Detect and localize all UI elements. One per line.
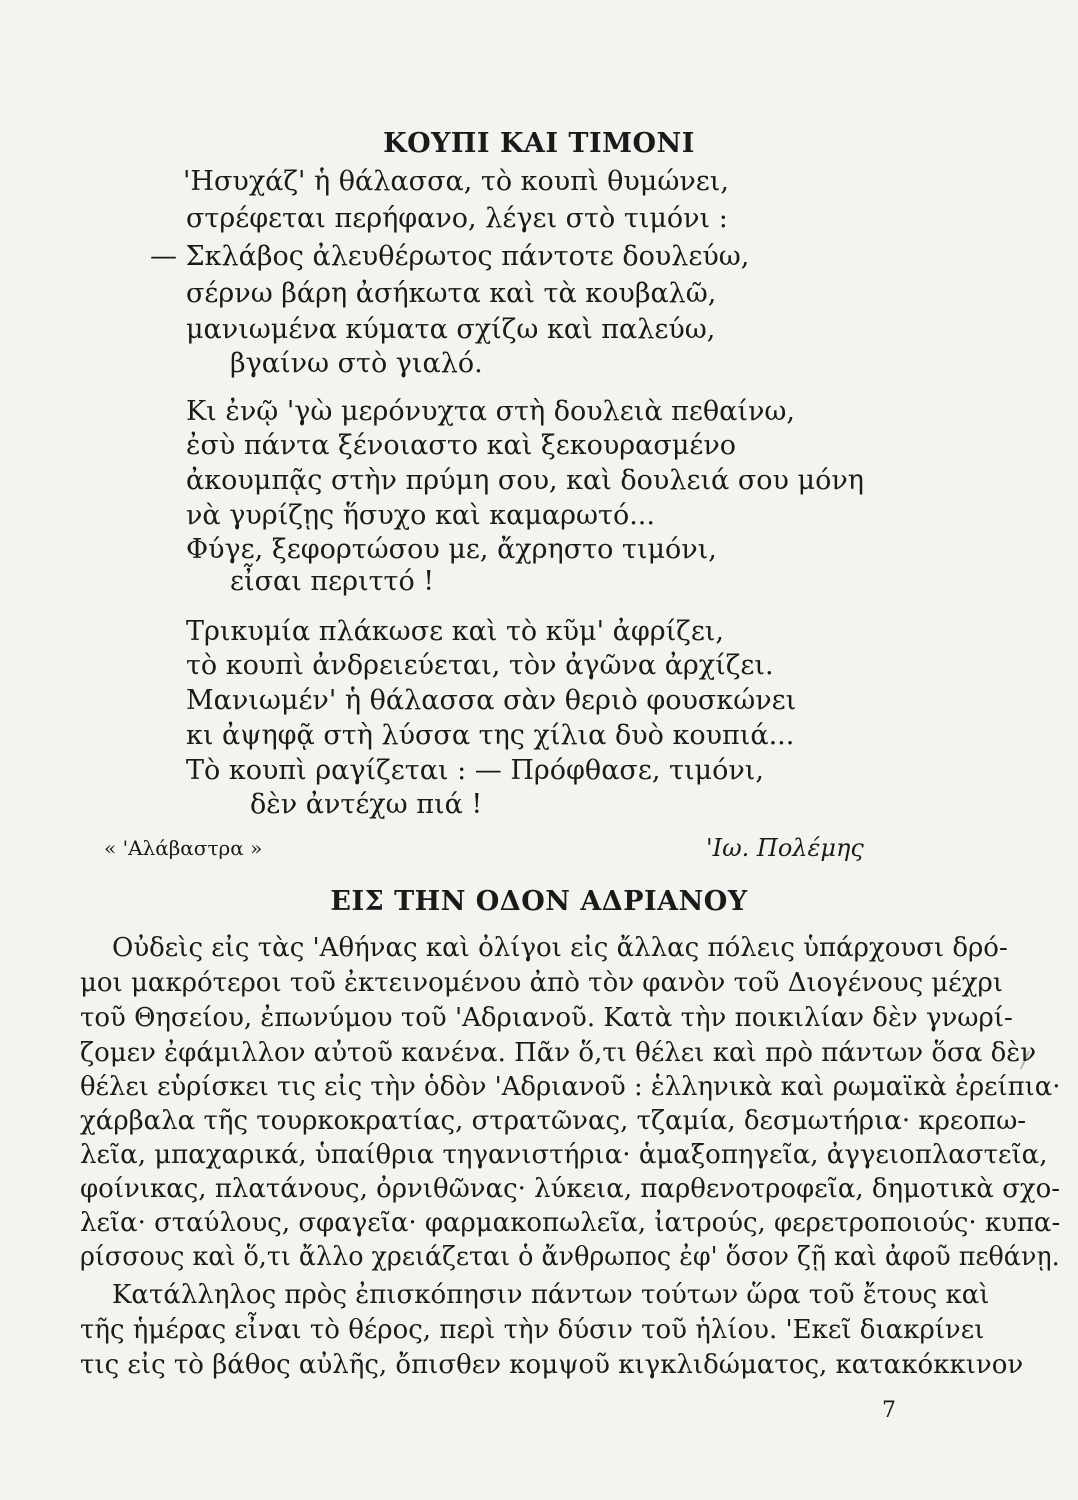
essay-line: τις εἰς τὸ βάθος αὐλῆς, ὄπισθεν κομψοῦ κιγκλιδώματος, κατακόκκινον (80, 1350, 1024, 1380)
poem-line: Μανιωμέν' ἡ θάλασσα σὰν θεριὸ φουσκώνει (186, 685, 797, 716)
essay-title: ΕΙΣ ΤΗΝ ΟΔΟΝ ΑΔΡΙΑΝΟΥ (330, 886, 748, 917)
essay-line: ζομεν ἐφάμιλλον αὐτοῦ κανένα. Πᾶν ὅ,τι θέλει καὶ πρὸ πάντων ὅσα δὲν (80, 1038, 1037, 1068)
essay-line: θέλει εὑρίσκει τις εἰς τὴν ὁδὸν 'Αδριανοῦ : ἑλληνικὰ καὶ ρωμαϊκὰ ἐρείπια· (80, 1072, 1061, 1102)
poem-line: τὸ κουπὶ ἀνδρειεύεται, τὸν ἀγῶνα ἀρχίζει. (186, 650, 774, 681)
essay-line: λεῖα· σταύλους, σφαγεῖα· φαρμακοπωλεῖα, ἰατρούς, φερετροποιούς· κυπα- (80, 1208, 1061, 1238)
poem-author: 'Ιω. Πολέμης (706, 834, 864, 862)
essay-line: λεῖα, μπαχαρικά, ὑπαίθρια τηγανιστήρια· ἁμαξοπηγεῖα, ἀγγειοπλαστεῖα, (80, 1140, 1048, 1170)
essay-line: τοῦ Θησείου, ἐπωνύμου τοῦ 'Αδριανοῦ. Κατὰ τὴν ποικιλίαν δὲν γνωρί- (80, 1003, 1013, 1033)
poem-line: νὰ γυρίζῃς ἥσυχο καὶ καμαρωτό... (186, 500, 655, 531)
poem-source: « 'Αλάβαστρα » (104, 836, 263, 860)
poem-line: στρέφεται περήφανο, λέγει στὸ τιμόνι : (186, 203, 728, 234)
poem-line: 'Ησυχάζ' ἡ θάλασσα, τὸ κουπὶ θυμώνει, (183, 166, 729, 197)
essay-line: χάρβαλα τῆς τουρκοκρατίας, στρατῶνας, τζαμία, δεσμωτήρια· κρεοπω- (80, 1106, 1027, 1136)
essay-line: τῆς ἡμέρας εἶναι τὸ θέρος, περὶ τὴν δύσιν τοῦ ἡλίου. 'Εκεῖ διακρίνει (80, 1315, 985, 1345)
poem-line: δὲν ἀντέχω πιά ! (250, 789, 483, 820)
poem-line: Κι ἐνῷ 'γὼ μερόνυχτα στὴ δουλειὰ πεθαίνω, (186, 396, 795, 427)
poem-line: ἐσὺ πάντα ξένοιαστο καὶ ξεκουρασμένο (186, 430, 737, 461)
poem-line: βγαίνω στὸ γιαλό. (230, 348, 483, 379)
poem-line: — Σκλάβος ἀλευθέρωτος πάντοτε δουλεύω, (150, 241, 750, 272)
essay-line: Κατάλληλος πρὸς ἐπισκόπησιν πάντων τούτων ὥρα τοῦ ἔτους καὶ (112, 1280, 990, 1310)
poem-line: εἶσαι περιττό ! (230, 566, 435, 597)
poem-line: Τὸ κουπὶ ραγίζεται : — Πρόφθασε, τιμόνι, (186, 755, 764, 786)
poem-line: σέρνω βάρη ἀσήκωτα καὶ τὰ κουβαλῶ, (186, 278, 717, 309)
poem-line: Τρικυμία πλάκωσε καὶ τὸ κῦμ' ἀφρίζει, (186, 616, 724, 647)
essay-line: φοίνικας, πλατάνους, ὀρνιθῶνας· λύκεια, παρθενοτροφεῖα, δημοτικὰ σχο- (80, 1174, 1061, 1204)
poem-line: ἀκουμπᾷς στὴν πρύμη σου, καὶ δουλειά σου μόνη (186, 465, 864, 496)
page-number: 7 (882, 1398, 896, 1423)
essay-line: Οὐδεὶς εἰς τὰς 'Αθήνας καὶ ὀλίγοι εἰς ἄλλας πόλεις ὑπάρχουσι δρό- (112, 933, 1008, 963)
essay-line: ρίσσους καὶ ὅ,τι ἄλλο χρειάζεται ὁ ἄνθρωπος ἐφ' ὅσον ζῇ καὶ ἀφοῦ πεθάνῃ. (80, 1242, 1060, 1272)
poem-line: μανιωμένα κύματα σχίζω καὶ παλεύω, (186, 314, 716, 345)
poem-line: κι ἀψηφᾷ στὴ λύσσα της χίλια δυὸ κουπιά... (186, 720, 795, 751)
essay-line: μοι μακρότεροι τοῦ ἐκτεινομένου ἀπὸ τὸν φανὸν τοῦ Διογένους μέχρι (80, 968, 1004, 998)
poem-line: Φύγε, ξεφορτώσου με, ἄχρηστο τιμόνι, (186, 534, 717, 565)
poem-title: ΚΟΥΠΙ ΚΑΙ ΤΙΜΟΝΙ (383, 128, 695, 159)
